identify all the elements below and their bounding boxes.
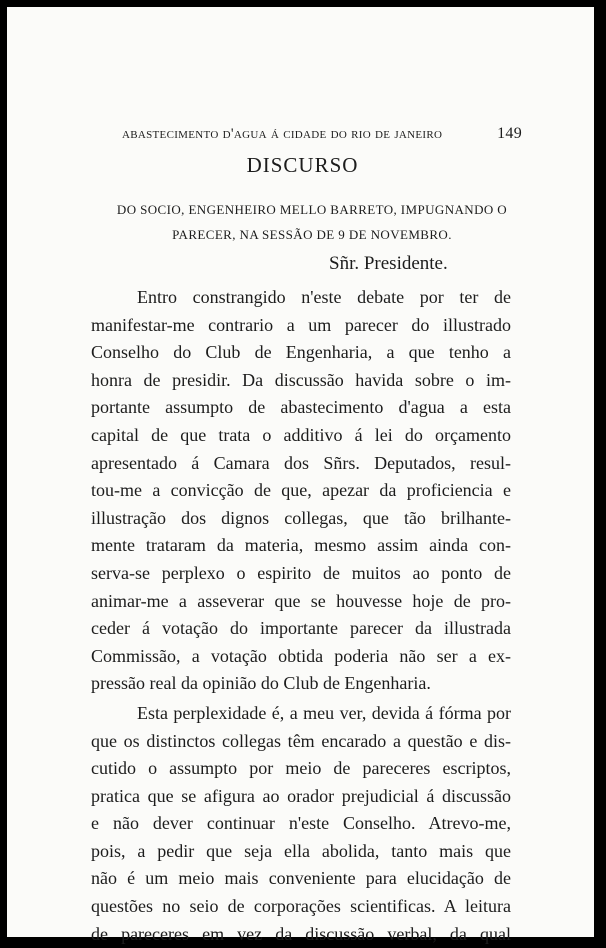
- page-edge: [596, 0, 606, 947]
- subheading-line-2: PARECER, NA SESSÃO DE 9 DE NOVEMBRO.: [172, 227, 452, 242]
- salutation: Sñr. Presidente.: [329, 253, 448, 274]
- text-line: portante assumpto de abastecimento d'agua a esta: [91, 397, 511, 418]
- text-line: illustração dos dignos collegas, que tão brilhante-: [91, 507, 511, 528]
- text-line: Conselho do Club de Engenharia, a que tenho a: [91, 342, 511, 363]
- text-line: pressão real da opinião do Club de Engenharia.: [91, 673, 431, 694]
- text-line: Esta perplexidade é, a meu ver, devida á fórma por: [137, 702, 511, 723]
- text-line: Entro constrangido n'este debate por ter de: [137, 287, 511, 307]
- text-line: e não dever continuar n'este Conselho. Atrevo-me,: [91, 813, 511, 834]
- text-line: tou-me a convicção de que, apezar da proficiencia e: [91, 480, 511, 501]
- body-text: [91, 284, 511, 948]
- text-line: cutido o assumpto por meio de pareceres escriptos,: [91, 758, 511, 779]
- running-head-title: abastecimento d'agua á cidade do rio de janeiro: [122, 126, 443, 142]
- text-line: manifestar-me contrario a um parecer do illustrado: [91, 314, 511, 335]
- text-line: mente trataram da materia, mesmo assim ainda con-: [91, 535, 511, 556]
- text-line: não é um meio mais conveniente para elucidação de: [91, 868, 511, 889]
- running-head: [122, 125, 522, 143]
- text-line: de pareceres em vez da discussão verbal, da qual: [91, 923, 511, 944]
- text-line: ceder á votação do importante parecer da illustrada: [91, 618, 511, 639]
- text-line: Commissão, a votação obtida poderia não ser a ex-: [91, 645, 511, 666]
- text-line: questões no seio de corporações scientificas. A leitura: [91, 896, 511, 917]
- text-line: apresentado á Camara dos Sñrs. Deputados, resul-: [91, 452, 511, 473]
- section-subheading: [87, 197, 537, 247]
- page-number: 149: [497, 125, 522, 142]
- section-heading: DISCURSO: [246, 153, 359, 177]
- book-page: [5, 5, 596, 944]
- paragraph-1: [91, 284, 511, 698]
- text-line: capital de que trata o additivo á lei do orçamento: [91, 424, 511, 445]
- text-line: que os distinctos collegas têm encarado a questão e dis-: [91, 730, 511, 751]
- text-line: serva-se perplexo o espirito de muitos ao ponto de: [91, 562, 511, 583]
- paragraph-2: [91, 700, 511, 948]
- text-line: pratica que se afigura ao orador prejudicial á discussão: [91, 785, 511, 806]
- text-line: honra de presidir. Da discussão havida sobre o im-: [91, 369, 511, 390]
- subheading-line-1: DO SOCIO, ENGENHEIRO MELLO BARRETO, IMPUGNANDO O: [116, 202, 508, 217]
- text-line: pois, a pedir que seja ella abolida, tanto mais que: [91, 840, 511, 861]
- text-line: animar-me a asseverar que se houvesse hoje de pro-: [91, 590, 511, 611]
